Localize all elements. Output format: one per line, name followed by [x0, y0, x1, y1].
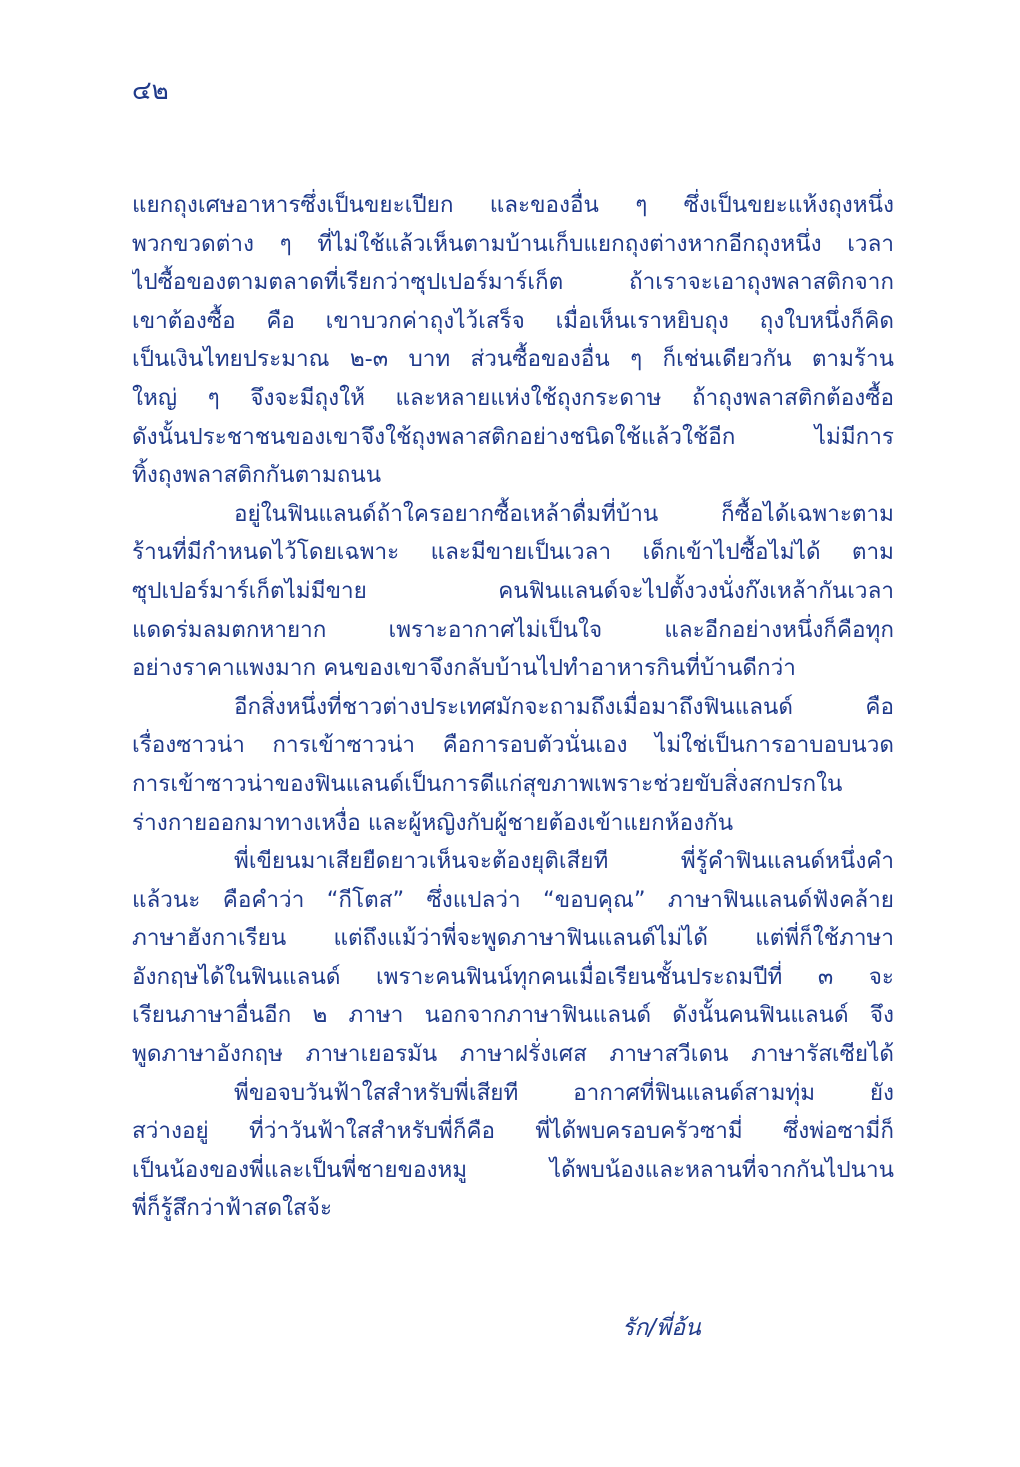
text-line: อีกสิ่งหนึ่งที่ชาวต่างประเทศมักจะถามถึงเมื่อมาถึงฟินแลนด์ คือ — [234, 693, 894, 720]
text-line: ไปซื้อของตามตลาดที่เรียกว่าซุปเปอร์มาร์เก็ต ถ้าเราจะเอาถุงพลาสติกจาก — [132, 269, 894, 296]
text-line: อยู่ในฟินแลนด์ถ้าใครอยากซื้อเหล้าดื่มที่บ้าน ก็ซื้อได้เฉพาะตาม — [234, 500, 894, 527]
text-line: ดังนั้นประชาชนของเขาจึงใช้ถุงพลาสติกอย่างชนิดใช้แล้วใช้อีก ไม่มีการ — [132, 423, 894, 450]
text-line: แล้วนะ คือคำว่า “กีโตส” ซึ่งแปลว่า “ขอบคุณ” ภาษาฟินแลนด์ฟังคล้าย — [132, 886, 894, 913]
page-number: ๔๒ — [132, 76, 169, 106]
text-line: ร่างกายออกมาทางเหงื่อ และผู้หญิงกับผู้ชายต้องเข้าแยกห้องกัน — [132, 809, 734, 836]
text-line: แยกถุงเศษอาหารซึ่งเป็นขยะเปียก และของอื่น ๆ ซึ่งเป็นขยะแห้งถุงหนึ่ง — [132, 192, 894, 218]
text-line: เขาต้องซื้อ คือ เขาบวกค่าถุงไว้เสร็จ เมื่อเห็นเราหยิบถุง ถุงใบหนึ่งก็คิด — [132, 307, 894, 334]
text-line: อังกฤษได้ในฟินแลนด์ เพราะคนฟินน์ทุกคนเมื่อเรียนชั้นประถมปีที่ ๓ จะ — [132, 963, 894, 990]
text-line: เรียนภาษาอื่นอีก ๒ ภาษา นอกจากภาษาฟินแลนด์ ดังนั้นคนฟินแลนด์ จึง — [132, 1002, 894, 1029]
text-line: ใหญ่ ๆ จึงจะมีถุงให้ และหลายแห่งใช้ถุงกระดาษ ถ้าถุงพลาสติกต้องซื้อ — [132, 384, 894, 411]
text-line: ภาษาฮังกาเรียน แต่ถึงแม้ว่าพี่จะพูดภาษาฟินแลนด์ไม่ได้ แต่พี่ก็ใช้ภาษา — [132, 925, 894, 952]
text-line: เป็นเงินไทยประมาณ ๒-๓ บาท ส่วนซื้อของอื่น ๆ ก็เช่นเดียวกัน ตามร้าน — [132, 346, 894, 373]
text-line: ร้านที่มีกำหนดไว้โดยเฉพาะ และมีขายเป็นเวลา เด็กเข้าไปซื้อไม่ได้ ตาม — [132, 539, 894, 566]
text-line: พวกขวดต่าง ๆ ที่ไม่ใช้แล้วเห็นตามบ้านเก็บแยกถุงต่างหากอีกถุงหนึ่ง เวลา — [132, 230, 894, 257]
text-line: พี่เขียนมาเสียยืดยาวเห็นจะต้องยุติเสียที พี่รู้คำฟินแลนด์หนึ่งคำ — [234, 848, 894, 875]
text-line: เรื่องซาวน่า การเข้าซาวน่า คือการอบตัวนั่นเอง ไม่ใช่เป็นการอาบอบนวด — [132, 732, 894, 759]
text-line: แดดร่มลมตกหายาก เพราะอากาศไม่เป็นใจ และอีกอย่างหนึ่งก็คือทุก — [132, 616, 894, 643]
signature: รัก/พี่อ้น — [622, 1315, 701, 1341]
text-line: พูดภาษาอังกฤษ ภาษาเยอรมัน ภาษาฝรั่งเศส ภาษาสวีเดน ภาษารัสเซียได้ — [132, 1041, 894, 1068]
letter-body — [132, 186, 894, 1228]
text-line: การเข้าซาวน่าของฟินแลนด์เป็นการดีแก่สุขภาพเพราะช่วยขับสิ่งสกปรกใน — [132, 770, 843, 797]
text-line: สว่างอยู่ ที่ว่าวันฟ้าใสสำหรับพี่ก็คือ พี่ได้พบครอบครัวซามี่ ซึ่งพ่อซามี่ก็ — [132, 1118, 894, 1145]
text-line: ซุปเปอร์มาร์เก็ตไม่มีขาย คนฟินแลนด์จะไปตั้งวงนั่งก๊งเหล้ากันเวลา — [132, 577, 894, 604]
text-line: พี่ขอจบวันฟ้าใสสำหรับพี่เสียที อากาศที่ฟินแลนด์สามทุ่ม ยัง — [234, 1079, 894, 1106]
text-line: อย่างราคาแพงมาก คนของเขาจึงกลับบ้านไปทำอาหารกินที่บ้านดีกว่า — [132, 655, 796, 682]
text-line: ทิ้งถุงพลาสติกกันตามถนน — [132, 462, 382, 489]
text-line: เป็นน้องของพี่และเป็นพี่ชายของหมู ได้พบน้องและหลานที่จากกันไปนาน — [132, 1156, 894, 1183]
text-line: พี่ก็รู้สึกว่าฟ้าสดใสจ้ะ — [132, 1195, 333, 1222]
